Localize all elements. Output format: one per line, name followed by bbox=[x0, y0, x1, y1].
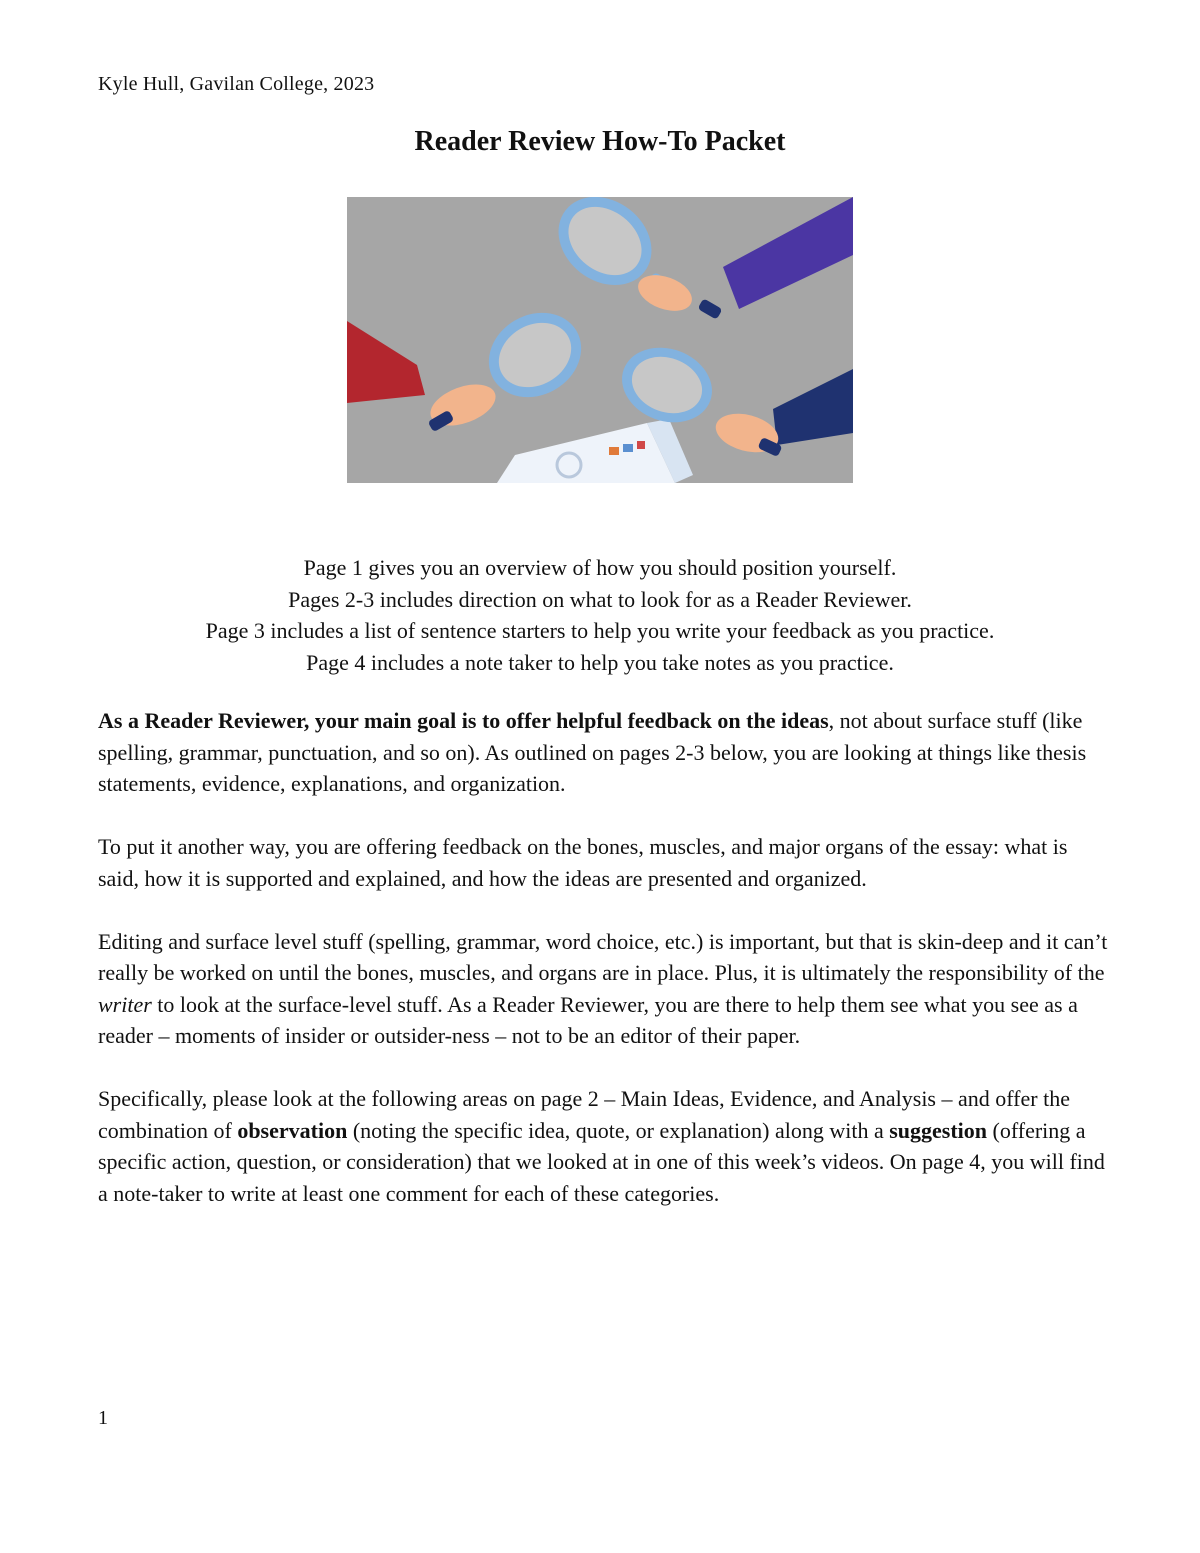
magnifying-glasses-illustration bbox=[347, 197, 853, 483]
paragraph-main-goal bbox=[98, 705, 1108, 800]
main-goal-text: , not about surface stuff (like spelling, grammar, punctuation, and so on). As outlined on pages 2-3 below, you are looking at things like thesis statements, evidence, explanations, and organization. bbox=[98, 708, 1087, 796]
editing-text-b: to look at the surface-level stuff. As a Reader Reviewer, you are there to help them see what you see as a reader – moments of insider or outsider-ness – not to be an editor of their paper. bbox=[98, 991, 1078, 1048]
page-number: 1 bbox=[98, 1407, 108, 1429]
observation-bold: observation bbox=[237, 1117, 348, 1143]
paragraph-editing bbox=[98, 926, 1108, 1052]
page-overview-list bbox=[0, 552, 1200, 678]
specifically-text-a: Specifically, please look at the following areas on page 2 – Main Ideas, Evidence, and Analysis – and offer the combination of bbox=[98, 1086, 1070, 1143]
specifically-text-c: (offering a specific action, question, or consideration) that we looked at in one of this week’s videos. On page 4, you will find a note-taker to write at least one comment for each of these categories. bbox=[98, 1117, 1105, 1206]
main-goal-bold: As a Reader Reviewer, your main goal is to offer helpful feedback on the ideas bbox=[98, 708, 829, 733]
suggestion-bold: suggestion bbox=[889, 1117, 987, 1143]
body-text bbox=[98, 705, 1108, 1241]
document-header: Kyle Hull, Gavilan College, 2023 bbox=[98, 73, 375, 95]
overview-line-pages-2-3: Pages 2-3 includes direction on what to look for as a Reader Reviewer. bbox=[288, 586, 912, 612]
editing-text-a: Editing and surface level stuff (spelling, grammar, word choice, etc.) is important, but that is skin-deep and it can’t really be worked on until the bones, muscles, and organs are in place. Plus, it is ultimately the responsibility of the bbox=[98, 928, 1108, 985]
specifically-text-b: (noting the specific idea, quote, or explanation) along with a bbox=[347, 1117, 890, 1143]
overview-line-page-3: Page 3 includes a list of sentence starters to help you write your feedback as you practice. bbox=[205, 618, 995, 643]
document-title: Reader Review How-To Packet bbox=[414, 126, 786, 157]
overview-line-page-1: Page 1 gives you an overview of how you should position yourself. bbox=[303, 555, 897, 580]
overview-line-page-4: Page 4 includes a note taker to help you take notes as you practice. bbox=[306, 649, 894, 675]
writer-italic: writer bbox=[98, 991, 152, 1017]
paragraph-specifically bbox=[98, 1083, 1108, 1209]
paragraph-bones-muscles: To put it another way, you are offering feedback on the bones, muscles, and major organs of the essay: what is said, how it is supported and explained, and how the ideas are presented and organized. bbox=[98, 834, 1068, 891]
